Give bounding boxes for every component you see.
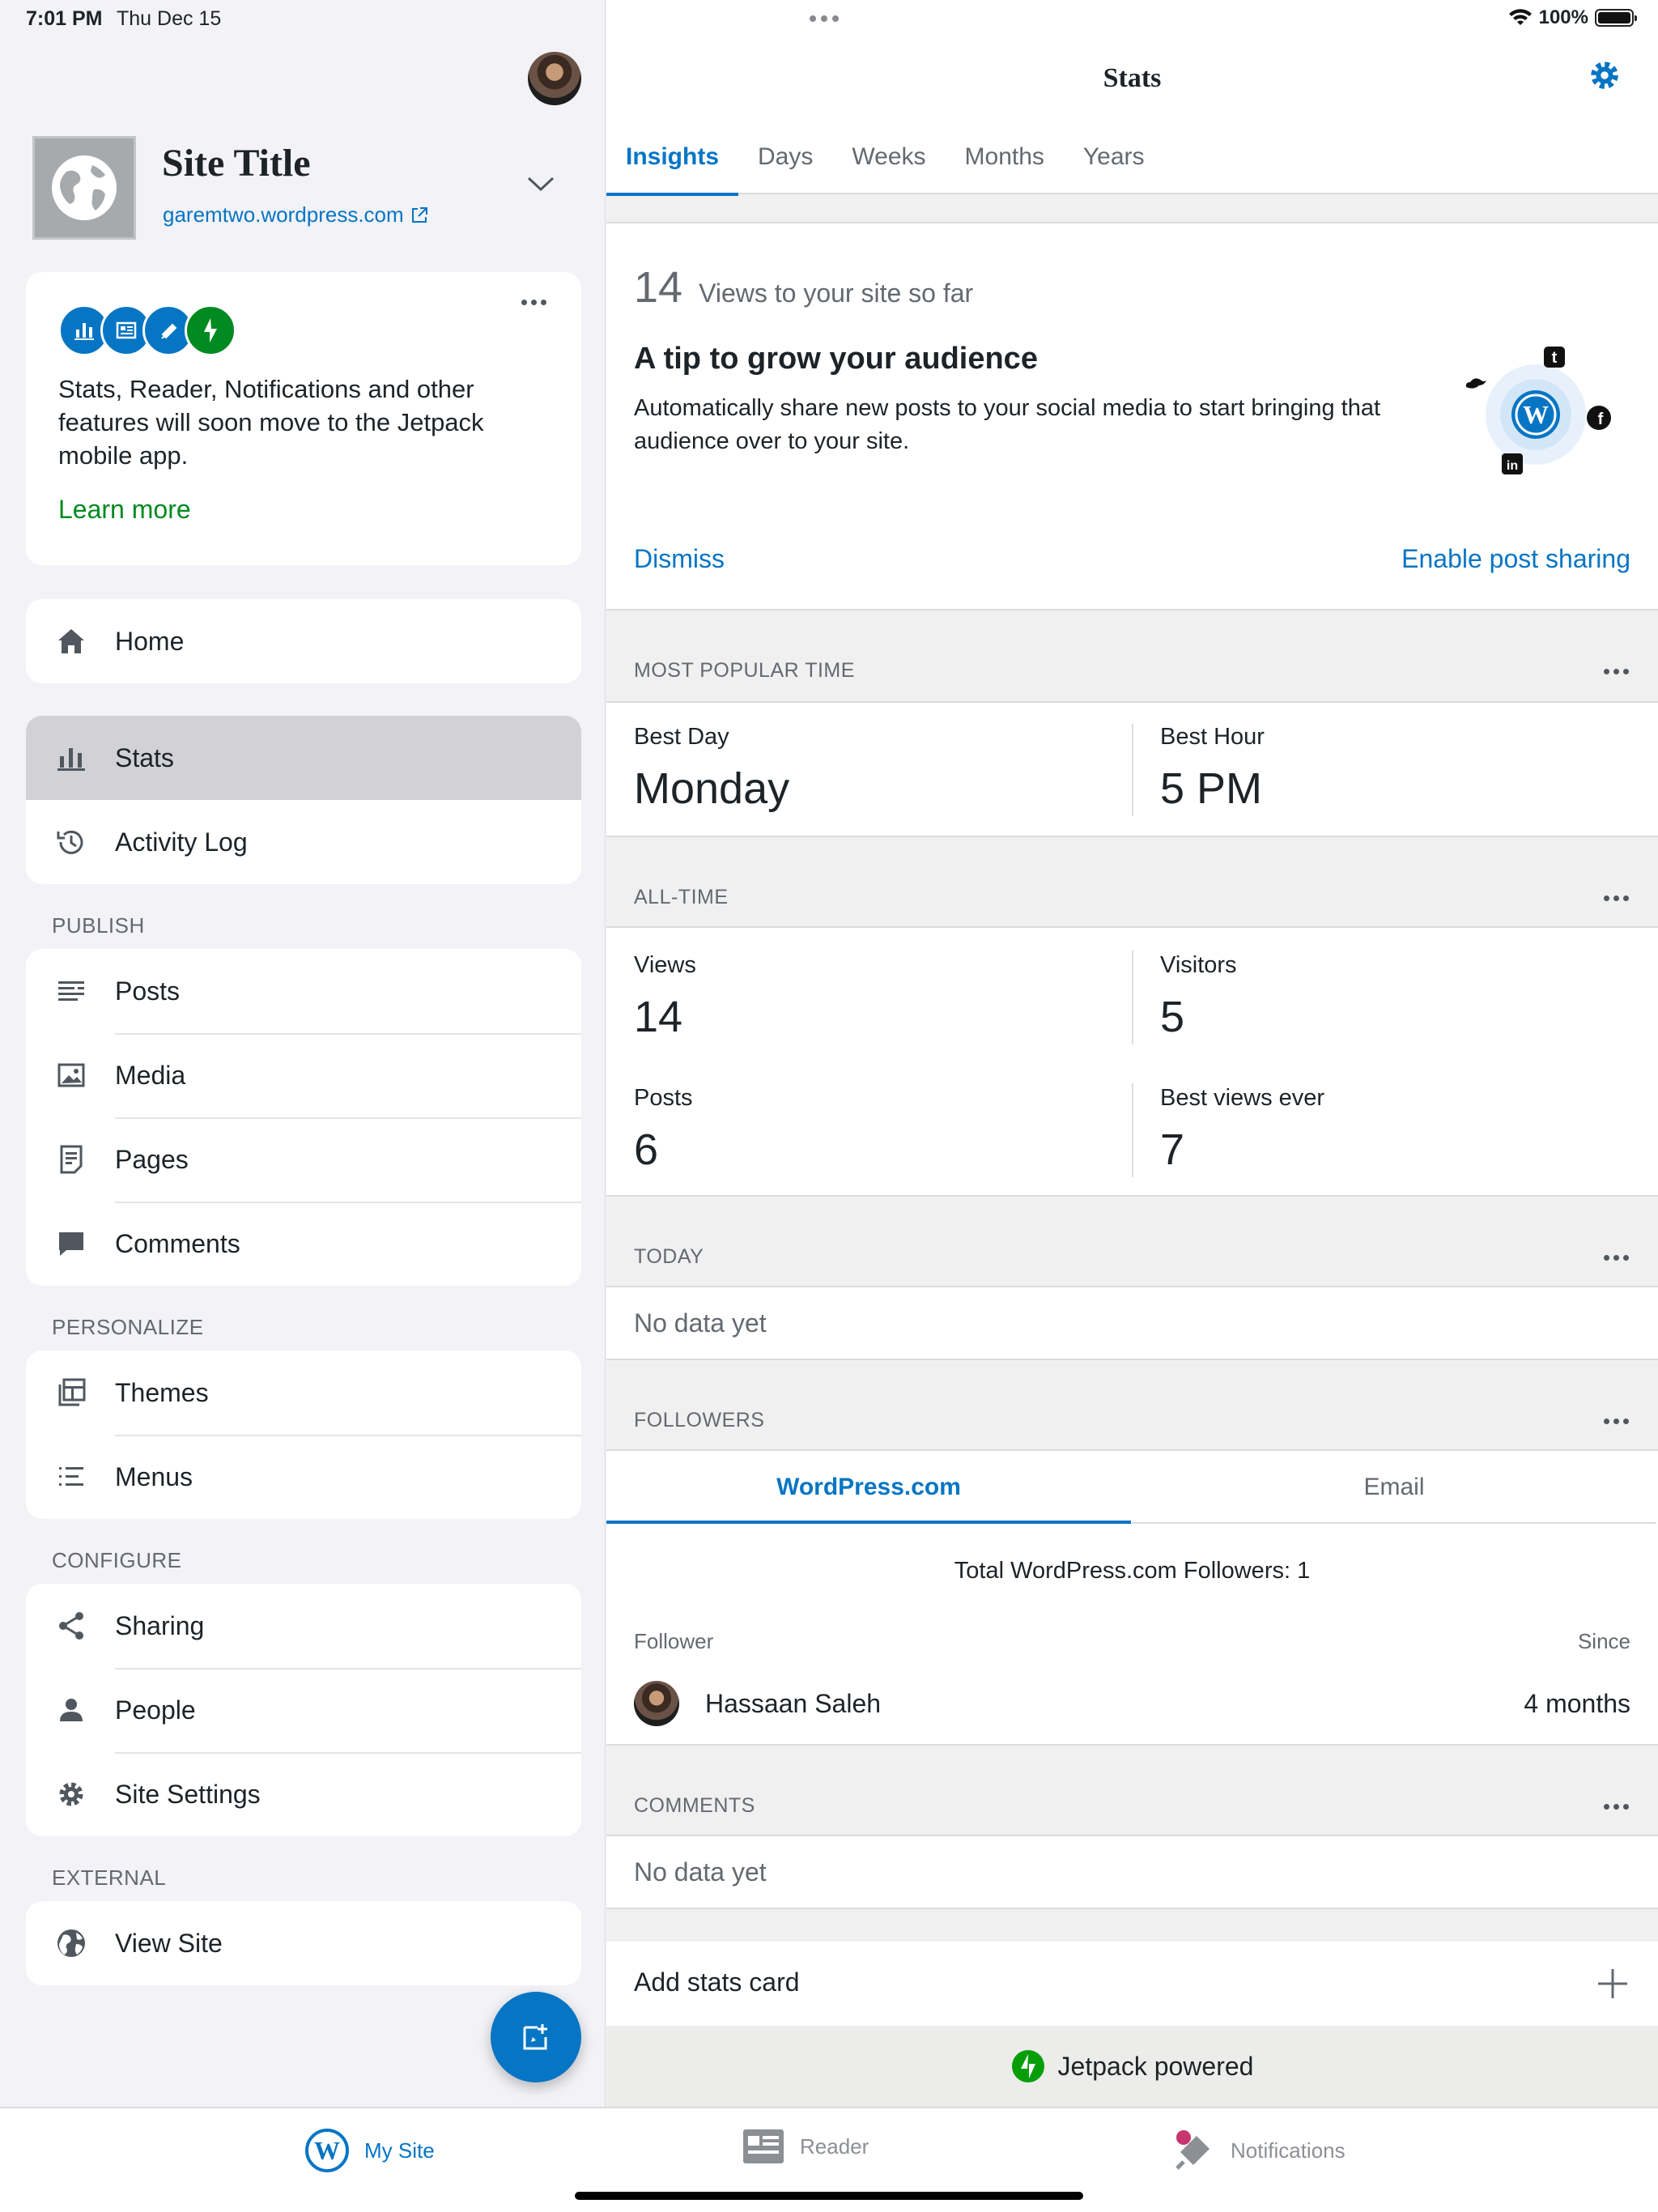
battery-icon	[1595, 9, 1634, 27]
followers-total: Total WordPress.com Followers: 1	[954, 1558, 1311, 1584]
tab-my-site[interactable]	[304, 2128, 435, 2173]
best-day	[634, 724, 789, 814]
tab-email[interactable]: Email	[1132, 1451, 1656, 1524]
menu-label-menus: Menus	[115, 1461, 193, 1491]
today-title: TODAY	[634, 1245, 704, 1268]
menu-label-pages: Pages	[115, 1144, 189, 1174]
enable-post-sharing-button[interactable]: Enable post sharing	[1401, 544, 1630, 573]
menus-icon	[52, 1457, 91, 1496]
menu-item-home[interactable]	[26, 599, 581, 683]
add-stats-card-row[interactable]	[606, 1942, 1658, 2026]
menu-label-themes: Themes	[115, 1377, 209, 1407]
plus-icon	[1596, 1967, 1629, 2000]
divider	[1132, 951, 1133, 1044]
menu-item-pages[interactable]	[26, 1117, 581, 1202]
follower-name: Hassaan Saleh	[705, 1688, 882, 1718]
status-indicators	[1508, 6, 1634, 29]
menu-item-activity-log[interactable]	[26, 800, 581, 884]
views-stat	[634, 952, 696, 1042]
best-day-label: Best Day	[634, 724, 729, 750]
history-icon	[52, 823, 91, 861]
menu-item-comments[interactable]	[26, 1202, 581, 1286]
menu-label-media: Media	[115, 1060, 186, 1090]
posts-icon	[52, 972, 91, 1010]
site-url-text: garemtwo.wordpress.com	[163, 202, 404, 227]
tab-weeks[interactable]: Weeks	[852, 143, 926, 170]
tab-label-my-site: My Site	[364, 2138, 435, 2163]
section-configure: CONFIGURE	[52, 1548, 182, 1572]
growth-tip-card	[606, 222, 1658, 610]
tip-heading: A tip to grow your audience	[634, 342, 1038, 376]
followers-card	[606, 1449, 1658, 1746]
dismiss-button[interactable]: Dismiss	[634, 544, 725, 573]
jetpack-powered-banner	[606, 2026, 1658, 2107]
section-publish: PUBLISH	[52, 913, 145, 938]
menu-label-people: People	[115, 1695, 196, 1725]
pages-icon	[52, 1140, 91, 1179]
publish-card	[26, 949, 581, 1286]
globe-small-icon	[52, 1924, 91, 1963]
jetpack-migration-card	[26, 272, 581, 565]
table-row[interactable]	[634, 1679, 1630, 1728]
settings-gear-icon[interactable]	[1588, 58, 1622, 92]
add-stats-card-label: Add stats card	[634, 1967, 800, 1997]
multitasking-dots-icon[interactable]	[810, 11, 844, 26]
menu-label-activity-log: Activity Log	[115, 827, 248, 857]
jetpack-icon	[1011, 2049, 1045, 2083]
stats-bar-icon	[52, 738, 91, 777]
menu-item-people[interactable]	[26, 1668, 581, 1752]
comments-empty: No data yet	[634, 1857, 767, 1887]
all-time-title: ALL-TIME	[634, 886, 729, 908]
status-bar	[0, 0, 1658, 39]
visitors-label: Visitors	[1160, 952, 1237, 978]
menu-item-stats[interactable]	[26, 716, 581, 800]
views-value: 14	[634, 993, 683, 1041]
learn-more-link[interactable]: Learn more	[58, 495, 191, 524]
views-label: Views	[634, 952, 696, 978]
menu-item-themes[interactable]	[26, 1351, 581, 1435]
best-hour-value: 5 PM	[1160, 764, 1263, 813]
wifi-icon	[1508, 9, 1533, 27]
comments-title: COMMENTS	[634, 1794, 755, 1817]
since-column-header: Since	[1577, 1629, 1630, 1653]
views-count: 14	[634, 263, 683, 312]
follower-since: 4 months	[1524, 1688, 1630, 1718]
themes-icon	[52, 1373, 91, 1412]
stats-card	[26, 716, 581, 884]
all-time-card	[606, 926, 1658, 1197]
jetpack-icon	[185, 304, 236, 356]
menu-item-menus[interactable]	[26, 1435, 581, 1519]
globe-icon	[50, 154, 118, 222]
external-card	[26, 1901, 581, 1985]
page-title: Stats	[1103, 63, 1162, 93]
followers-title: FOLLOWERS	[634, 1409, 765, 1431]
menu-label-comments: Comments	[115, 1228, 240, 1258]
today-empty: No data yet	[634, 1308, 767, 1338]
gear-icon	[52, 1775, 91, 1814]
menu-item-view-site[interactable]	[26, 1901, 581, 1985]
more-options-icon[interactable]	[1604, 1255, 1629, 1261]
status-time: 7:01 PM	[26, 7, 103, 30]
views-so-far	[634, 262, 973, 313]
chevron-down-icon[interactable]	[526, 175, 555, 194]
menu-item-posts[interactable]	[26, 949, 581, 1033]
create-button[interactable]	[491, 1992, 581, 2082]
follower-column-header: Follower	[634, 1629, 714, 1653]
more-options-icon[interactable]	[1604, 1804, 1629, 1810]
menu-label-site-settings: Site Settings	[115, 1779, 261, 1809]
menu-label-view-site: View Site	[115, 1928, 223, 1958]
section-personalize: PERSONALIZE	[52, 1315, 204, 1339]
tab-insights[interactable]: Insights	[606, 138, 738, 194]
jetpack-powered-text: Jetpack powered	[1057, 2051, 1254, 2081]
battery-percent: 100%	[1538, 6, 1588, 28]
person-icon	[52, 1691, 91, 1729]
follower-avatar	[634, 1681, 679, 1726]
posts-value: 6	[634, 1125, 659, 1174]
svg-text:t: t	[1551, 349, 1558, 367]
period-tabs	[606, 138, 1164, 194]
visitors-stat	[1160, 952, 1237, 1042]
visitors-value: 5	[1160, 993, 1185, 1041]
site-header	[32, 134, 583, 240]
best-views-label: Best views ever	[1160, 1085, 1325, 1111]
divider	[1132, 724, 1133, 816]
avatar[interactable]	[528, 52, 581, 105]
svg-text:in: in	[1506, 459, 1519, 473]
best-hour-label: Best Hour	[1160, 724, 1265, 750]
menu-item-media[interactable]	[26, 1033, 581, 1117]
wordpress-logo-icon	[304, 2128, 350, 2173]
best-views-value: 7	[1160, 1125, 1185, 1174]
menu-label-stats: Stats	[115, 742, 174, 772]
site-title[interactable]: Site Title	[162, 142, 311, 185]
my-site-panel	[0, 0, 606, 2107]
svg-text:W: W	[314, 2136, 340, 2165]
tab-days[interactable]: Days	[758, 143, 814, 170]
tab-reader[interactable]	[742, 2128, 869, 2165]
menu-item-site-settings[interactable]	[26, 1752, 581, 1836]
most-popular-card	[606, 701, 1658, 837]
more-options-icon[interactable]	[521, 300, 546, 305]
menu-label-sharing: Sharing	[115, 1610, 205, 1640]
tab-label-reader: Reader	[800, 2133, 869, 2159]
tab-wordpress-com[interactable]: WordPress.com	[606, 1451, 1131, 1524]
tip-body: Automatically share new posts to your social media to start bringing that audience over to your site.	[634, 395, 1381, 454]
tab-months[interactable]: Months	[964, 143, 1044, 170]
menu-label-home: Home	[115, 626, 185, 656]
svg-text:W: W	[1523, 400, 1549, 429]
jetpack-feature-icons	[58, 304, 549, 356]
social-sharing-illustration	[1465, 340, 1618, 486]
external-link-icon	[410, 206, 428, 224]
home-card	[26, 599, 581, 683]
best-hour	[1160, 724, 1265, 814]
menu-item-sharing[interactable]	[26, 1584, 581, 1668]
more-options-icon[interactable]	[1604, 1419, 1629, 1424]
configure-card	[26, 1584, 581, 1836]
notifications-bell-icon	[1172, 2128, 1216, 2173]
best-views-stat	[1160, 1085, 1324, 1175]
site-url-link[interactable]	[163, 202, 428, 228]
posts-stat	[634, 1085, 693, 1175]
menu-label-posts: Posts	[115, 976, 181, 1006]
site-icon[interactable]	[32, 136, 136, 240]
comments-card	[606, 1835, 1658, 1909]
jetpack-card-text: Stats, Reader, Notifications and other features will soon move to the Jetpack mobile app.	[58, 375, 484, 470]
best-day-value: Monday	[634, 764, 790, 813]
more-options-icon[interactable]	[1604, 669, 1629, 674]
status-date: Thu Dec 15	[117, 7, 222, 30]
today-card	[606, 1286, 1658, 1360]
more-options-icon[interactable]	[1604, 895, 1629, 901]
tab-label-notifications: Notifications	[1231, 2138, 1346, 2163]
posts-label: Posts	[634, 1085, 693, 1111]
home-indicator[interactable]	[575, 2192, 1083, 2200]
svg-text:f: f	[1597, 410, 1604, 428]
personalize-card	[26, 1351, 581, 1519]
reader-icon	[742, 2128, 785, 2165]
comment-icon	[52, 1224, 91, 1263]
share-icon	[52, 1606, 91, 1645]
tab-notifications[interactable]	[1172, 2128, 1346, 2173]
views-label: Views to your site so far	[699, 279, 974, 308]
section-external: EXTERNAL	[52, 1865, 167, 1890]
stats-panel	[606, 0, 1658, 2107]
media-icon	[52, 1056, 91, 1095]
home-icon	[52, 622, 91, 661]
divider	[1132, 1083, 1133, 1177]
add-post-icon	[518, 2019, 554, 2055]
tab-years[interactable]: Years	[1082, 143, 1145, 170]
most-popular-title: MOST POPULAR TIME	[634, 659, 855, 682]
